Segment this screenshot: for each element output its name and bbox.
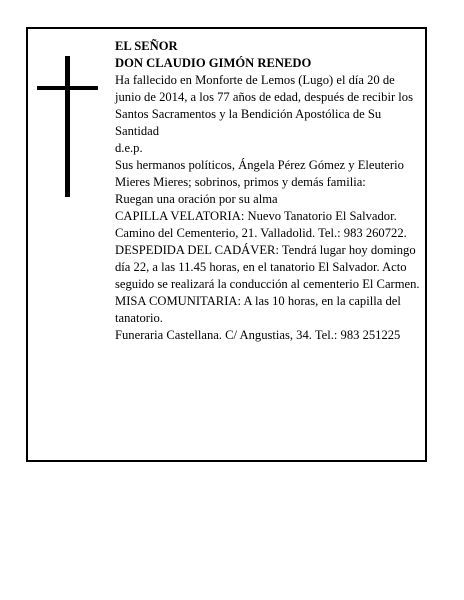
notice-title: EL SEÑOR [115, 39, 178, 53]
death-info: Ha fallecido en Monforte de Lemos (Lugo) el día 20 de junio de 2014, a los 77 años de edad, después de recibir los Santos Sacramentos y la Bendición Apostólica de Su Santidad [115, 73, 413, 138]
mass-text: A las 10 horas, en la capilla del tanatorio. [115, 294, 401, 325]
funeral-home-info: Funeraria Castellana. C/ Angustias, 34. Tel.: 983 251225 [115, 328, 401, 342]
farewell-info [115, 242, 421, 293]
prayer-text: Ruegan una oración por su alma [115, 192, 278, 206]
obituary-text [115, 38, 421, 344]
farewell-text: Tendrá lugar hoy domingo día 22, a las 11.45 horas, en el tanatorio El Salvador. Acto seguido se realizará la conducción al cementerio El Carmen. [115, 243, 420, 291]
chapel-info [115, 208, 421, 242]
family-text: Sus hermanos políticos, Ángela Pérez Gómez y Eleuterio Mieres Mieres; sobrinos, primos y demás familia: [115, 158, 404, 189]
deceased-name: DON CLAUDIO GIMÓN RENEDO [115, 56, 312, 70]
cross-horizontal-bar [37, 86, 98, 90]
farewell-heading: DESPEDIDA DEL CADÁVER: [115, 243, 279, 257]
chapel-text: Nuevo Tanatorio El Salvador. Camino del Cementerio, 21. Valladolid. Tel.: 983 260722. [115, 209, 407, 240]
chapel-heading: CAPILLA VELATORIA: [115, 209, 245, 223]
mass-info [115, 293, 421, 327]
mass-heading: MISA COMUNITARIA: [115, 294, 241, 308]
dep-text: d.e.p. [115, 141, 143, 155]
cross-vertical-bar [65, 56, 70, 197]
